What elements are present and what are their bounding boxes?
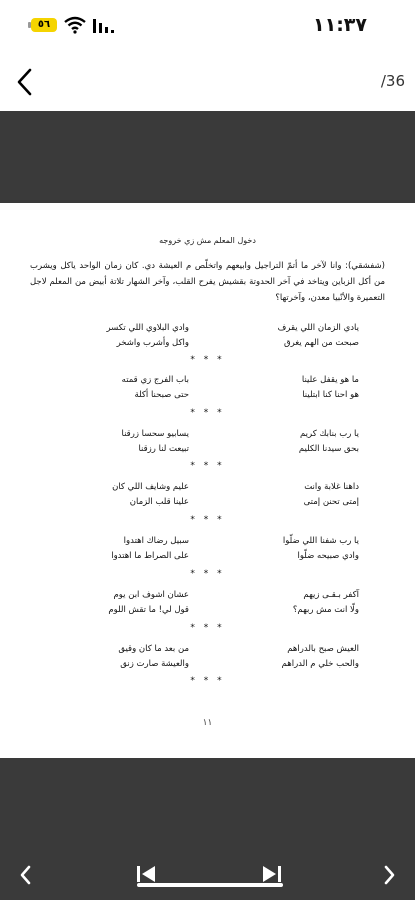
stanza (59, 373, 359, 403)
stanza-separator: * * * (190, 408, 225, 418)
verse-line: ما هو يقفل علينا (301, 375, 359, 385)
stanza (59, 642, 359, 672)
verse-line: عشان اشوف ابن يوم (113, 590, 189, 600)
verse-line: إمتى تحنن إمتى (303, 497, 359, 507)
status-bar (0, 0, 415, 56)
stanza (59, 588, 359, 618)
verse-line: بحق سيدنا الكليم (298, 444, 359, 454)
verse-line: ولّا انت مش ربهم؟ (292, 605, 359, 615)
viewer-bottom-bar (0, 758, 415, 900)
verse-line: من بعد ما كان وقيق (118, 644, 189, 654)
page-counter: /36 (380, 72, 405, 90)
nav-bar (0, 56, 415, 111)
verse-line: يا رب بنابك كريم (300, 429, 359, 439)
stanza (59, 321, 359, 351)
verse-line: داهنا غلابة وانت (304, 482, 359, 492)
verse-line: هو احنا كنا ابتلينا (302, 390, 359, 400)
verse-line: علينا قلب الزمان (129, 497, 189, 507)
verse-line: والحب خلي م الدراهم (281, 659, 359, 669)
stanza-separator: * * * (190, 569, 225, 579)
verse-line: صبحت من الهم يغرق (283, 338, 359, 348)
stanza (59, 427, 359, 457)
poem-title: دخول المعلم مش زي خروجه (159, 236, 256, 245)
next-page-button[interactable] (377, 862, 401, 888)
verse-line: يا رب شفنا اللي ضلّوا (282, 536, 359, 546)
verse-line: حتى صبحنا أكلة (134, 390, 189, 400)
viewer-top-margin (0, 111, 415, 203)
verse-line: يسابيو سحسا زرقنا (121, 429, 189, 439)
verse-line: وادي البلاوي اللي تكسر (106, 323, 189, 333)
skip-last-button[interactable] (258, 862, 284, 886)
verse-line: سبيل رضاك اهتدوا (123, 536, 189, 546)
back-button[interactable] (10, 64, 42, 100)
page-number: ١١ (202, 718, 213, 728)
verse-line: يادي الزمان اللي يقرف (277, 323, 359, 333)
wifi-icon (64, 16, 86, 34)
verse-line: العيش صبح بالدراهم (287, 644, 359, 654)
stanza-separator: * * * (190, 461, 225, 471)
stanza (59, 534, 359, 564)
stanza-separator: * * * (190, 355, 225, 365)
verse-line: قول لي! ما تقش اللوم (108, 605, 189, 615)
document-page (0, 203, 415, 758)
status-time: ١١:٣٧ (313, 14, 367, 36)
stanza-separator: * * * (190, 623, 225, 633)
verse-line: والعيشة صارت زنق (120, 659, 189, 669)
cellular-signal-icon (92, 18, 114, 34)
stanza-separator: * * * (190, 676, 225, 686)
intro-paragraph: (شفشقي): وانا لآخر ما أتمّ التراجيل وابيعهم واتخلّص م العيشة دي. كان زمان الواحد ياكل ويشرب من أكل الزباين ويتاخد في آخر الحدوتة بقشيش يفرح القلب، وآخر الشهار تلاتة أبيض من المعلم لاجل التعميرة والأنّبيا معدن، وآخرتها؟ (30, 261, 385, 303)
verse-line: عليم وشايف اللي كان (112, 482, 189, 492)
battery-icon: ٥٦ (31, 18, 57, 32)
verse-line: واكل وأشرب واشخر (116, 338, 189, 348)
verse-line: على الصراط ما اهتدوا (111, 551, 189, 561)
verse-line: آكفر بـقـى زيهم (303, 590, 359, 600)
skip-first-button[interactable] (134, 862, 160, 886)
verse-line: وادي صبيحه ضلّوا (297, 551, 359, 561)
stanza (59, 480, 359, 510)
previous-page-button[interactable] (14, 862, 38, 888)
verse-line: باب الفرج زي قمته (121, 375, 189, 385)
verse-line: تبيعت لنا رزقنا (138, 444, 189, 454)
stanza-separator: * * * (190, 515, 225, 525)
